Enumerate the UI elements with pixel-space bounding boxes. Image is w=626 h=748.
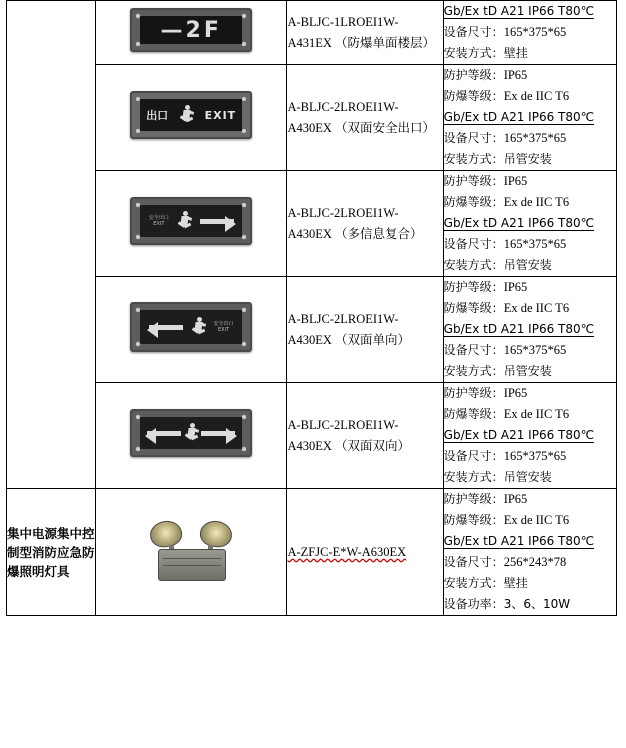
spec-line [444,298,616,319]
category-cell-empty [7,1,96,489]
spec-label: 设备尺寸： [443,555,504,569]
spec-value: Gb/Ex tD A21 IP66 T80℃ [443,110,595,124]
arrow-left-icon [149,325,183,330]
spec-cell [443,65,616,171]
spec-value: Ex de IIC T6 [503,513,570,527]
spec-label: 安装方式： [443,152,504,166]
spec-value: IP65 [503,68,528,82]
exit-sign-double-single-direction-icon [130,302,252,352]
spec-value: IP65 [503,174,528,188]
spec-label: 设备功率： [443,597,504,611]
table-row [7,383,617,489]
model-text: A-ZFJC-E*W-A630EX [287,544,407,559]
spec-label: 安装方式： [443,258,504,272]
spec-value: 3、6、10W [503,597,571,611]
model-cell: A-BLJC-2LROEI1W-A430EX （双面安全出口） [287,65,443,171]
spec-line [444,65,616,86]
running-man-icon [176,211,192,231]
spec-line [444,128,616,149]
product-image-cell [95,65,287,171]
table-row [7,277,617,383]
spec-value: 165*375*65 [503,449,567,463]
exit-sign-double-bidirectional-icon [130,409,252,457]
spec-line [444,425,616,446]
spec-value: Ex de IIC T6 [503,195,570,209]
spec-line [444,319,616,340]
spec-label: 安装方式： [443,470,504,484]
spec-value: 165*375*65 [503,343,567,357]
product-image-cell [95,171,287,277]
spec-value: Ex de IIC T6 [503,89,570,103]
table-row [7,171,617,277]
running-man-icon [178,105,194,125]
spec-line [444,1,616,22]
spec-label: 设备尺寸： [443,131,504,145]
arrow-right-icon [201,431,235,436]
spec-table [6,0,617,616]
spec-cell [443,1,616,65]
spec-cell [443,277,616,383]
sign-text-en: EXIT [204,108,237,122]
spec-label: 设备尺寸： [443,237,504,251]
spec-value: 吊管安装 [503,470,552,484]
spec-line [444,340,616,361]
spec-line [444,277,616,298]
emergency-twin-head-lamp-icon [136,519,246,581]
spec-line [444,213,616,234]
spec-line [444,552,616,573]
spec-line [444,510,616,531]
spec-value: 壁挂 [503,576,528,590]
exit-sign-multi-info-icon [130,197,252,245]
spec-value: Gb/Ex tD A21 IP66 T80℃ [443,216,595,230]
spec-label: 防爆等级： [443,301,504,315]
spec-value: Gb/Ex tD A21 IP66 T80℃ [443,4,595,18]
table-row [7,65,617,171]
spec-line [444,531,616,552]
sign-tiny-text: 安全出口 EXIT [148,215,169,227]
spec-line [444,489,616,510]
spec-value: IP65 [503,386,528,400]
spec-line [444,383,616,404]
category-cell: 集中电源集中控制型消防应急防爆照明灯具 [7,489,96,616]
spec-label: 防护等级： [443,174,504,188]
spec-line [444,467,616,488]
spec-value: IP65 [503,492,528,506]
arrow-left-icon [147,431,181,436]
spec-label: 防爆等级： [443,89,504,103]
spec-label: 设备尺寸： [443,25,504,39]
spec-line [444,404,616,425]
spec-value: 165*375*65 [503,237,567,251]
spec-value: 吊管安装 [503,364,552,378]
spec-label: 防爆等级： [443,513,504,527]
spec-label: 设备尺寸： [443,343,504,357]
product-image-cell [95,277,287,383]
spec-label: 安装方式： [443,46,504,60]
spec-label: 安装方式： [443,576,504,590]
spec-line [444,43,616,64]
spec-label: 防护等级： [443,386,504,400]
spec-line [444,361,616,382]
spec-label: 防爆等级： [443,195,504,209]
spec-value: Ex de IIC T6 [503,301,570,315]
sign-tiny-text: 安全出口 EXIT [213,321,234,333]
spec-line [444,171,616,192]
product-image-cell [95,489,287,616]
sign-text: —2F [160,17,222,43]
spec-line [444,573,616,594]
model-cell: A-BLJC-1LROEI1W-A431EX （防爆单面楼层） [287,1,443,65]
spec-cell [443,171,616,277]
model-cell: A-BLJC-2LROEI1W-A430EX （双面双向） [287,383,443,489]
spec-line [444,234,616,255]
spec-line [444,22,616,43]
spec-line [444,255,616,276]
spec-value: 165*375*65 [503,131,567,145]
spec-line [444,594,616,615]
spec-value: 165*375*65 [503,25,567,39]
spec-label: 防爆等级： [443,407,504,421]
spec-value: 吊管安装 [503,258,552,272]
spec-label: 设备尺寸： [443,449,504,463]
spec-label: 防护等级： [443,68,504,82]
spec-label: 安装方式： [443,364,504,378]
table-row [7,1,617,65]
model-cell: A-BLJC-2LROEI1W-A430EX （双面单向） [287,277,443,383]
spec-value: Gb/Ex tD A21 IP66 T80℃ [443,534,595,548]
table-row [7,489,617,616]
spec-value: 256*243*78 [503,555,567,569]
spec-label: 防护等级： [443,280,504,294]
running-man-icon [190,317,206,337]
sign-text-cn: 出口 [146,109,169,122]
running-man-icon [183,423,199,443]
spec-line [444,149,616,170]
spec-line [444,192,616,213]
spec-line [444,107,616,128]
arrow-right-icon [200,219,234,224]
spec-line [444,86,616,107]
model-cell: A-BLJC-2LROEI1W-A430EX （多信息复合） [287,171,443,277]
spec-cell [443,489,616,616]
spec-value: IP65 [503,280,528,294]
spec-value: 壁挂 [503,46,528,60]
spec-value: 吊管安装 [503,152,552,166]
exit-sign-double-exit-icon [130,91,252,139]
spec-cell [443,383,616,489]
product-image-cell [95,383,287,489]
spec-value: Gb/Ex tD A21 IP66 T80℃ [443,322,595,336]
spec-label: 防护等级： [443,492,504,506]
spec-line [444,446,616,467]
product-image-cell [95,1,287,65]
model-cell [287,489,443,616]
spec-value: Gb/Ex tD A21 IP66 T80℃ [443,428,595,442]
spec-value: Ex de IIC T6 [503,407,570,421]
exit-sign-floor-2f-icon [130,8,252,52]
